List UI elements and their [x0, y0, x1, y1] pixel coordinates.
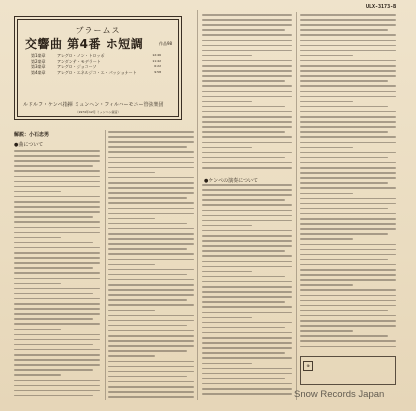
text-line [108, 320, 194, 322]
text-line [202, 75, 292, 77]
movement-duration: 11:42 [152, 58, 161, 63]
text-line [202, 301, 285, 303]
text-line [108, 396, 194, 398]
text-line [202, 14, 292, 16]
text-line [202, 317, 252, 319]
title-box [14, 16, 182, 120]
text-line [108, 274, 187, 276]
text-line [14, 181, 100, 183]
text-line [202, 235, 292, 237]
text-line [300, 310, 388, 312]
text-line [108, 131, 194, 133]
text-line [202, 357, 292, 359]
text-line [300, 136, 396, 138]
text-line [300, 80, 388, 82]
text-line [202, 19, 292, 21]
text-line [14, 267, 93, 269]
movement-number: 第2楽章 [31, 58, 46, 64]
text-line [14, 344, 93, 346]
text-line [300, 269, 396, 271]
text-line [202, 50, 292, 52]
text-line [14, 380, 100, 382]
text-line [202, 332, 292, 334]
text-line [300, 346, 396, 348]
text-line [300, 111, 396, 113]
section-heading-about-work: ●曲について [14, 142, 44, 148]
movement-tempo: アンダンテ・モデラート [57, 58, 101, 64]
text-line [300, 315, 396, 317]
text-line [300, 177, 396, 179]
text-line [300, 279, 396, 281]
text-line [202, 240, 292, 242]
text-line [202, 157, 285, 159]
text-line [14, 334, 100, 336]
recording-note: 〈1974年12月 ミュンヘン録音〉 [75, 110, 121, 114]
text-line [202, 70, 292, 72]
text-line [14, 227, 100, 229]
text-line [300, 91, 396, 93]
text-line [202, 347, 292, 349]
text-line [202, 220, 292, 222]
movement-tempo: アレグロ・エネルジコ・エ・パッショナート [57, 69, 137, 75]
text-line [202, 55, 252, 57]
text-line [108, 192, 194, 194]
text-line [202, 296, 292, 298]
text-line [202, 210, 292, 212]
text-line [300, 259, 388, 261]
text-line [108, 243, 194, 245]
text-line [202, 250, 285, 252]
text-line [202, 306, 292, 308]
movement-list [31, 53, 161, 75]
text-line [108, 238, 194, 240]
text-line [108, 391, 194, 393]
text-line [300, 147, 353, 149]
text-line [14, 206, 100, 208]
movement-duration: 9:58 [154, 69, 161, 74]
text-line [14, 395, 93, 397]
text-line [108, 233, 194, 235]
text-line [14, 160, 100, 162]
text-line [14, 385, 100, 387]
text-line [202, 281, 292, 283]
text-line [202, 276, 285, 278]
text-line [14, 354, 100, 356]
text-line [108, 340, 194, 342]
text-line [300, 305, 396, 307]
text-line [108, 299, 187, 301]
text-line [202, 271, 252, 273]
text-line [108, 157, 194, 159]
text-line [300, 157, 388, 159]
text-line [300, 14, 396, 16]
text-line [108, 386, 194, 388]
text-line [108, 294, 194, 296]
text-line [108, 264, 155, 266]
text-line [202, 322, 292, 324]
text-line [202, 393, 292, 395]
text-line [202, 162, 292, 164]
text-line [300, 187, 396, 189]
text-line [300, 198, 396, 200]
text-line [202, 245, 292, 247]
text-line [300, 121, 396, 123]
text-line [300, 34, 396, 36]
text-line [14, 262, 100, 264]
text-line [202, 45, 292, 47]
text-line [202, 34, 292, 36]
text-line [300, 152, 396, 154]
text-line [14, 247, 100, 249]
movement-number: 第3楽章 [31, 64, 46, 69]
text-line [300, 50, 396, 52]
text-line [14, 221, 100, 223]
text-line [300, 340, 396, 342]
text-line [14, 242, 93, 244]
text-line [300, 126, 396, 128]
text-line [14, 329, 61, 331]
text-line [108, 330, 194, 332]
text-line [202, 60, 292, 62]
work-title: 交響曲 第4番 ホ短調 [25, 37, 144, 51]
text-line [300, 85, 396, 87]
text-line [202, 291, 292, 293]
text-line [300, 75, 396, 77]
text-line [14, 288, 100, 290]
movement-number: 第1楽章 [31, 53, 46, 58]
text-line [14, 216, 93, 218]
text-line [14, 278, 100, 280]
text-line [108, 141, 194, 143]
text-line [14, 313, 100, 315]
text-line [202, 136, 292, 138]
column-divider [105, 130, 106, 400]
text-line [202, 184, 292, 186]
text-line [202, 126, 292, 128]
text-line [300, 24, 396, 26]
text-line [108, 213, 194, 215]
catalog-number: ULX-3173-B [366, 4, 397, 10]
text-line [300, 264, 396, 266]
text-line [300, 106, 388, 108]
text-line [202, 116, 292, 118]
text-line [202, 131, 285, 133]
text-line [108, 371, 194, 373]
text-line [14, 339, 100, 341]
text-line [108, 172, 155, 174]
text-line [14, 303, 100, 305]
text-line [300, 238, 353, 240]
text-line [108, 335, 194, 337]
text-line [14, 283, 61, 285]
text-line [300, 300, 396, 302]
text-line [108, 376, 187, 378]
text-line [300, 116, 396, 118]
text-line [108, 197, 187, 199]
text-line [202, 152, 292, 154]
performer-credit: ルドルフ・ケンペ指揮 ミュンヘン・フィルハーモニー管弦楽団 [23, 102, 164, 108]
text-line [202, 378, 285, 380]
text-line [202, 266, 292, 268]
text-line [108, 361, 194, 363]
text-line [300, 193, 353, 195]
text-line [300, 335, 388, 337]
text-line [202, 40, 292, 42]
text-line [202, 337, 292, 339]
text-line [300, 325, 396, 327]
text-line [108, 315, 194, 317]
text-line [108, 187, 194, 189]
text-line [300, 203, 396, 205]
text-line [300, 244, 396, 246]
text-line [300, 320, 396, 322]
text-line [300, 218, 396, 220]
text-line [14, 170, 100, 172]
text-line [300, 131, 388, 133]
text-line [202, 373, 292, 375]
text-line [14, 323, 100, 325]
text-line [300, 208, 388, 210]
text-line [108, 223, 187, 225]
label-credit-box [300, 356, 396, 385]
text-line [202, 80, 285, 82]
text-line [202, 167, 292, 169]
text-line [108, 304, 194, 306]
text-line [202, 65, 292, 67]
text-line [14, 390, 100, 392]
movement-duration: 12:46 [152, 53, 161, 57]
text-line [108, 146, 187, 148]
text-line [300, 70, 396, 72]
text-line [202, 199, 285, 201]
text-line [14, 308, 100, 310]
text-line [300, 172, 396, 174]
text-line [300, 284, 353, 286]
text-line [202, 121, 292, 123]
text-line [108, 218, 155, 220]
text-line [300, 249, 396, 251]
text-line [202, 286, 292, 288]
text-line [202, 261, 292, 263]
text-line [202, 215, 292, 217]
label-logo-icon: ⊕ [303, 361, 313, 371]
text-line [300, 295, 396, 297]
text-line [108, 208, 194, 210]
text-line [300, 19, 396, 21]
text-line [108, 325, 187, 327]
text-line [14, 191, 61, 193]
text-line [202, 85, 292, 87]
text-line [108, 345, 194, 347]
text-line [300, 228, 396, 230]
watermark: Snow Records Japan [294, 389, 385, 400]
text-line [300, 101, 353, 103]
text-line [300, 29, 388, 31]
text-line [108, 381, 194, 383]
commentary-author: 解説：小石忠男 [14, 132, 50, 138]
text-line [202, 91, 292, 93]
text-line [202, 24, 292, 26]
text-line [108, 248, 187, 250]
text-line [14, 359, 100, 361]
text-line [202, 230, 292, 232]
text-line [300, 254, 396, 256]
text-line [202, 204, 292, 206]
text-line [14, 237, 61, 239]
text-line [202, 142, 292, 144]
text-line [108, 136, 194, 138]
text-line [14, 165, 93, 167]
text-line [108, 151, 194, 153]
text-line [202, 29, 285, 31]
text-line [202, 96, 292, 98]
text-line [14, 364, 100, 366]
text-line [14, 232, 100, 234]
text-line [300, 142, 396, 144]
text-line [300, 162, 396, 164]
text-line [202, 255, 292, 257]
text-line [202, 111, 292, 113]
text-line [108, 167, 194, 169]
text-line [108, 228, 194, 230]
composer-name: ブラームス [75, 26, 121, 35]
text-line [108, 279, 194, 281]
text-line [14, 374, 61, 376]
text-line [300, 289, 396, 291]
text-line [108, 182, 194, 184]
text-line [300, 182, 388, 184]
text-line [300, 96, 396, 98]
text-line [14, 298, 100, 300]
text-line [108, 259, 194, 261]
text-line [300, 223, 396, 225]
text-line [14, 293, 93, 295]
text-line [14, 318, 93, 320]
text-line [300, 65, 396, 67]
text-line [108, 162, 194, 164]
movement-item [31, 70, 161, 76]
movement-tempo: アレグロ・ジョコーソ [57, 64, 97, 69]
text-line [108, 177, 194, 179]
text-line [202, 368, 292, 370]
text-line [202, 225, 252, 227]
text-line [14, 349, 100, 351]
text-line [300, 40, 396, 42]
text-line [108, 202, 194, 204]
text-line [202, 383, 292, 385]
text-line [300, 233, 388, 235]
text-line [14, 257, 100, 259]
text-line [202, 352, 285, 354]
text-line [14, 155, 100, 157]
text-line [202, 101, 252, 103]
text-line [108, 284, 194, 286]
opus-number: 作品98 [159, 41, 173, 46]
text-line [14, 186, 100, 188]
text-line [300, 213, 396, 215]
section-heading-about-performance: ●ケンペの演奏について [204, 178, 259, 184]
text-line [108, 269, 194, 271]
text-line [108, 310, 155, 312]
text-line [14, 150, 100, 152]
text-line [14, 272, 100, 274]
movement-number: 第4楽章 [31, 69, 46, 75]
column-divider [197, 10, 198, 400]
movement-duration: 6:22 [154, 64, 161, 68]
text-line [108, 253, 194, 255]
text-line [14, 201, 100, 203]
text-line [202, 327, 285, 329]
text-line [300, 55, 353, 57]
text-line [202, 363, 252, 365]
text-line [202, 388, 292, 390]
text-line [14, 211, 100, 213]
text-line [300, 274, 396, 276]
text-line [300, 330, 353, 332]
text-line [108, 350, 187, 352]
text-line [202, 106, 285, 108]
text-line [300, 45, 396, 47]
text-line [14, 196, 100, 198]
text-line [14, 252, 100, 254]
text-line [202, 189, 292, 191]
text-line [108, 289, 194, 291]
movement-tempo: アレグロ・ノン・トロッポ [57, 53, 105, 58]
text-line [300, 60, 396, 62]
text-line [202, 312, 292, 314]
column-divider [296, 12, 297, 400]
text-line [202, 342, 292, 344]
text-line [300, 167, 396, 169]
text-line [202, 194, 292, 196]
text-line [14, 369, 93, 371]
text-line [202, 147, 252, 149]
text-line [108, 355, 155, 357]
text-line [108, 366, 194, 368]
text-line [14, 176, 100, 178]
